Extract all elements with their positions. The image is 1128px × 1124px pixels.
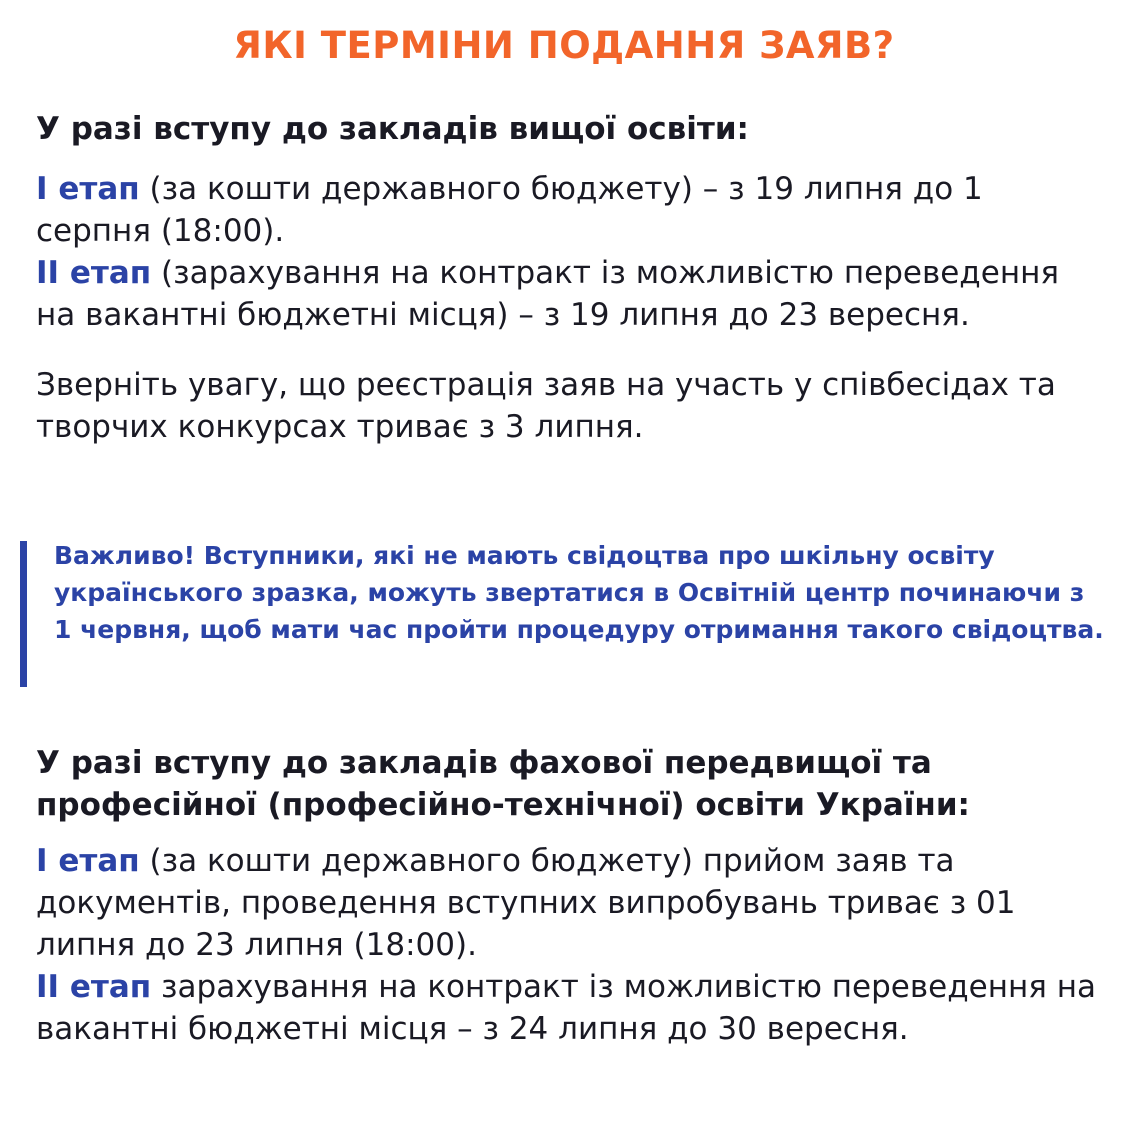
higher-ed-heading: У разі вступу до закладів вищої освіти:	[36, 111, 749, 147]
important-notice	[20, 537, 1110, 687]
vocational-ed-stage1	[36, 840, 1106, 966]
vocational-ed-stage2-text: зарахування на контракт із можливістю переведення на вакантні бюджетні місця – з 24 липня до 30 вересня.	[36, 969, 1097, 1047]
higher-ed-stage1	[36, 168, 1106, 252]
vocational-ed-heading: У разі вступу до закладів фахової передвищої та професійної (професійно-технічної) освіти України:	[36, 745, 970, 823]
higher-ed-stage2-text: (зарахування на контракт із можливістю переведення на вакантні бюджетні місця) – з 19 липня до 23 вересня.	[36, 255, 1059, 333]
vocational-ed-stage1-label: I етап	[36, 843, 140, 879]
higher-ed-stage2-label: II етап	[36, 255, 152, 291]
vocational-ed-section	[36, 742, 1106, 1050]
important-notice-text: Важливо! Вступники, які не мають свідоцтва про шкільну освіту українського зразка, можуть звертатися в Освітній центр починаючи з 1 червня, щоб мати час пройти процедуру отримання такого свідоцтва.	[54, 541, 1104, 644]
higher-ed-stage1-label: I етап	[36, 171, 140, 207]
vocational-ed-stage2	[36, 966, 1106, 1050]
vocational-ed-stage1-text: (за кошти державного бюджету) прийом заяв та документів, проведення вступних випробувань триває з 01 липня до 23 липня (18:00).	[36, 843, 1016, 963]
vocational-ed-stage2-label: II етап	[36, 969, 152, 1005]
notice-accent-bar	[20, 541, 27, 687]
higher-ed-section	[36, 108, 1106, 448]
higher-ed-stage2	[36, 252, 1106, 336]
page-title: ЯКІ ТЕРМІНИ ПОДАННЯ ЗАЯВ?	[233, 24, 895, 67]
higher-ed-stage1-text: (за кошти державного бюджету) – з 19 липня до 1 серпня (18:00).	[36, 171, 983, 249]
higher-ed-note: Зверніть увагу, що реєстрація заяв на участь у співбесідах та творчих конкурсах триває з 3 липня.	[36, 367, 1056, 445]
